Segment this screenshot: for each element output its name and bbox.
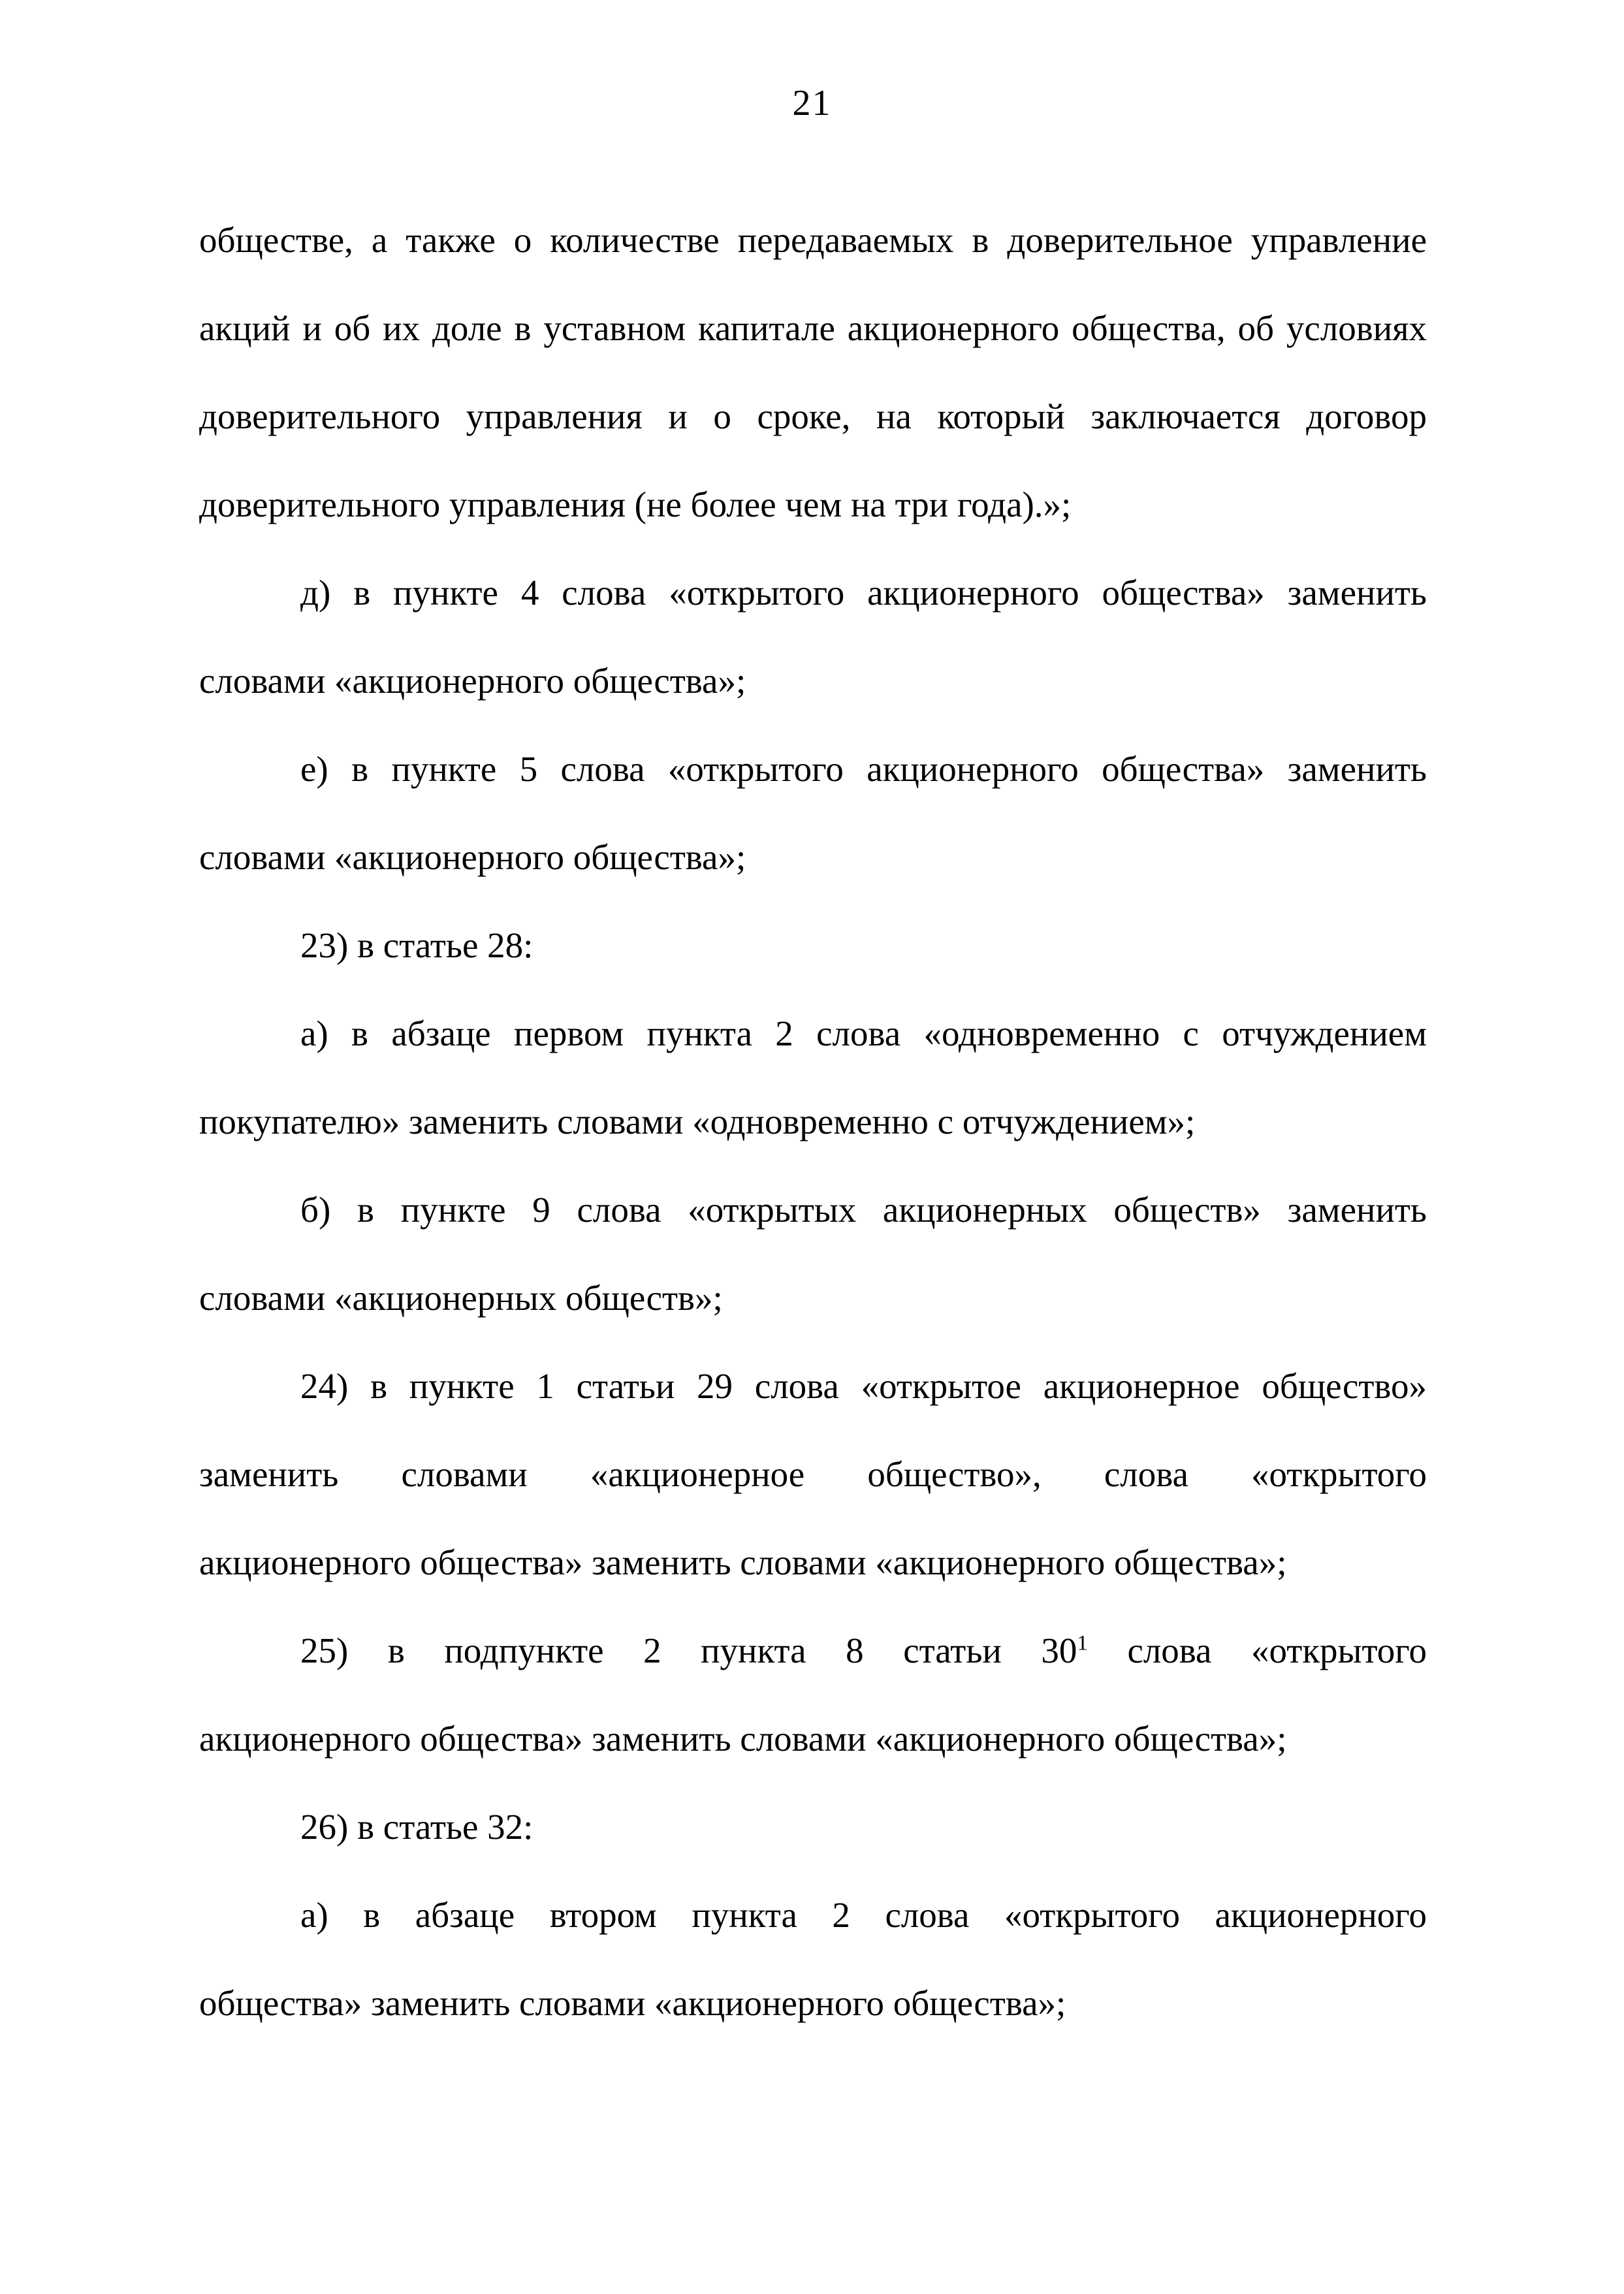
text-line: б) в пункте 9 слова «открытых акционерных обществ» заменить: [300, 1190, 1427, 1230]
text-line: словами «акционерного общества»;: [199, 661, 746, 701]
text-segment: 25) в подпункте 2 пункта 8 статьи 30: [300, 1631, 1077, 1670]
text-line: а) в абзаце втором пункта 2 слова «открытого акционерного: [300, 1895, 1427, 1935]
text-line: 24) в пункте 1 статьи 29 слова «открытое акционерное общество»: [300, 1366, 1427, 1406]
text-line: обществе, а также о количестве передаваемых в доверительное управление: [199, 220, 1427, 260]
text-line: [199, 1606, 1427, 1695]
superscript-mark: 1: [1077, 1631, 1088, 1655]
text-line: акционерного общества» заменить словами «акционерного общества»;: [199, 1719, 1287, 1759]
text-line: акционерного общества» заменить словами «акционерного общества»;: [199, 1542, 1287, 1582]
text-line: общества» заменить словами «акционерного общества»;: [199, 1983, 1066, 2023]
text-line: покупателю» заменить словами «одновременно с отчуждением»;: [199, 1102, 1196, 1141]
text-line: 23) в статье 28:: [300, 925, 533, 965]
text-line: доверительного управления и о сроке, на который заключается договор: [199, 396, 1427, 436]
page-number: 21: [792, 83, 832, 123]
text-line: а) в абзаце первом пункта 2 слова «одновременно с отчуждением: [300, 1013, 1427, 1053]
text-line: 26) в статье 32:: [300, 1807, 533, 1847]
text-line: акций и об их доле в уставном капитале акционерного общества, об условиях: [199, 308, 1427, 348]
text-segment: слова «открытого: [1087, 1631, 1427, 1670]
text-line: словами «акционерных обществ»;: [199, 1278, 723, 1318]
text-line: словами «акционерного общества»;: [199, 837, 746, 877]
document-body-text: [199, 196, 1427, 2047]
text-line: д) в пункте 4 слова «открытого акционерного общества» заменить: [300, 573, 1427, 613]
text-line: доверительного управления (не более чем на три года).»;: [199, 485, 1072, 524]
text-line: заменить словами «акционерное общество», слова «открытого: [199, 1454, 1427, 1494]
text-line: е) в пункте 5 слова «открытого акционерного общества» заменить: [300, 749, 1427, 789]
